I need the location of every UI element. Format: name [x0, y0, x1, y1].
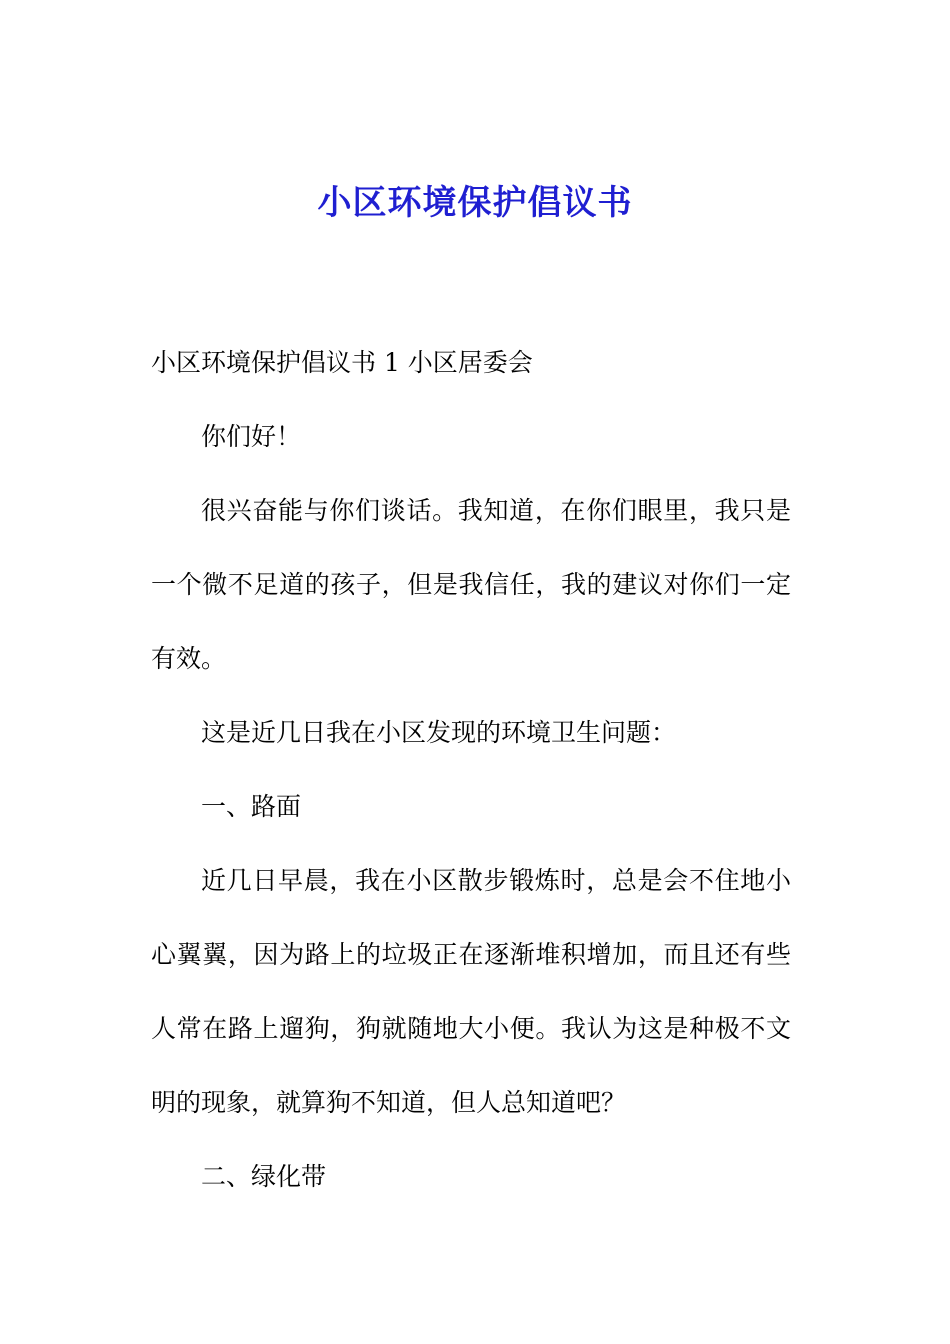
document-title: 小区环境保护倡议书 — [317, 183, 633, 223]
document-body — [151, 326, 791, 1214]
paragraph-road: 近几日早晨，我在小区散步锻炼时，总是会不住地小心翼翼，因为路上的垃圾正在逐渐堆积增加，而且还有些人常在路上遛狗，狗就随地大小便。我认为这是种极不文明的现象，就算狗不知道，但人总知道吧？ — [151, 866, 791, 1117]
paragraph-problem-statement: 这是近几日我在小区发现的环境卫生问题： — [201, 718, 677, 747]
section-heading-road: 一、路面 — [201, 792, 302, 821]
paragraph-intro: 很兴奋能与你们谈话。我知道，在你们眼里，我只是一个微不足道的孩子，但是我信任，我的建议对你们一定有效。 — [151, 496, 791, 673]
paragraph-greeting: 你们好！ — [201, 422, 302, 451]
paragraph-heading-line: 小区环境保护倡议书 1 小区居委会 — [151, 348, 533, 377]
section-heading-green-belt: 二、绿化带 — [201, 1162, 327, 1191]
